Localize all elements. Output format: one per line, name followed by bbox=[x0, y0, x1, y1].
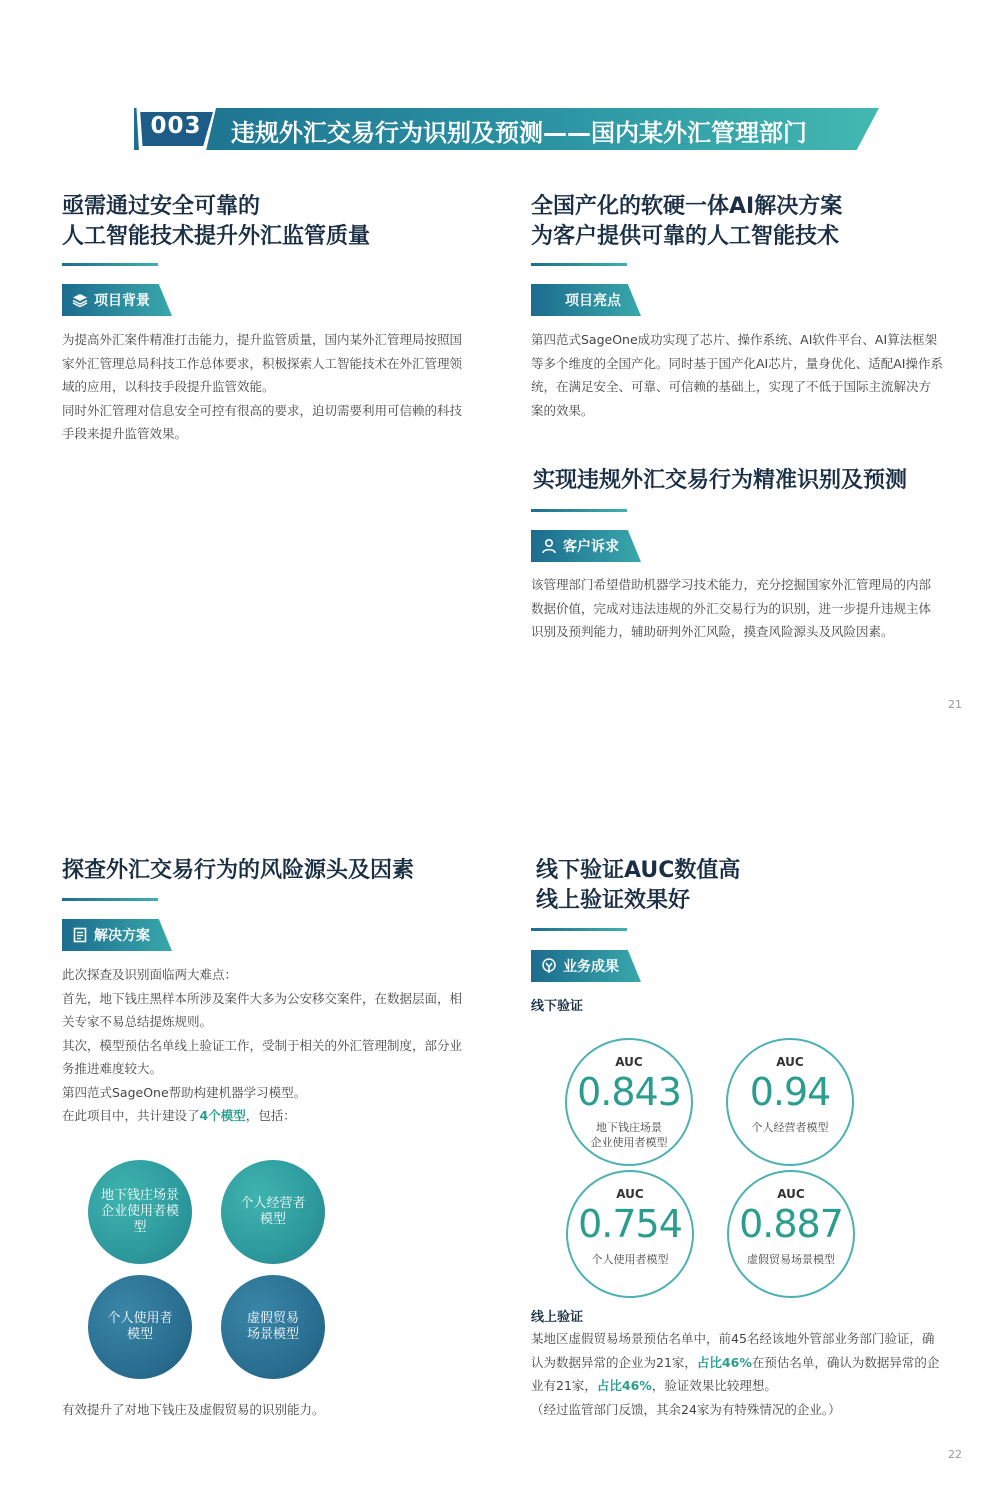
auc-value: 0.843 bbox=[577, 1070, 681, 1114]
tag-label: 业务成果 bbox=[563, 959, 619, 975]
model-circle: 虚假贸易 场景模型 bbox=[221, 1275, 325, 1379]
heading-line: 全国产化的软硬一体AI解决方案 bbox=[531, 194, 843, 219]
tag-label: 解决方案 bbox=[94, 928, 150, 944]
tag-solution bbox=[62, 919, 172, 951]
auc-label: AUC bbox=[777, 1187, 805, 1201]
heading-underline bbox=[62, 898, 158, 901]
section-banner bbox=[134, 108, 879, 150]
model-circle: 个人经营者 模型 bbox=[221, 1160, 325, 1264]
tag-project-highlights bbox=[531, 284, 641, 316]
heading-line: 线上验证效果好 bbox=[536, 888, 691, 913]
heading-line: 为客户提供可靠的人工智能技术 bbox=[531, 224, 840, 249]
auc-model-name: 个人经营者模型 bbox=[751, 1121, 829, 1134]
paragraph-text: 同时外汇管理对信息安全可控有很高的要求，迫切需要利用可信赖的科技手段来提升监管效果。 bbox=[62, 402, 463, 441]
paragraph-text: 在此项目中，共计建设了4个模型，包括： bbox=[62, 1108, 296, 1123]
heading-line: 人工智能技术提升外汇监管质量 bbox=[62, 224, 371, 249]
paragraph-text: 第四范式SageOne成功实现了芯片、操作系统、AI软件平台、AI算法框架等多个维度的全国产化。同时基于国产化AI芯片，量身优化、适配AI操作系统，在满足安全、可靠、可信赖的基础上，实现了不低于国际主流解决方案的效果。 bbox=[531, 332, 943, 418]
top-left-heading bbox=[62, 192, 370, 252]
heading-underline bbox=[531, 509, 627, 512]
auc-circle bbox=[566, 1170, 694, 1298]
layers-icon bbox=[72, 292, 88, 308]
model-circle: 地下钱庄场景 企业使用者模型 bbox=[88, 1160, 192, 1264]
auc-circle bbox=[727, 1170, 855, 1298]
banner-title: 违规外汇交易行为识别及预测——国内某外汇管理部门 bbox=[231, 119, 807, 147]
paragraph-note: （经过监管部门反馈，其余24家为有特殊情况的企业。） bbox=[531, 1401, 841, 1417]
tag-label: 项目亮点 bbox=[565, 293, 621, 309]
heading-line: 亟需通过安全可靠的 bbox=[62, 194, 261, 219]
online-validation-paragraph bbox=[531, 1327, 943, 1421]
auc-value: 0.94 bbox=[749, 1070, 831, 1114]
paragraph-text: 此次探查及识别面临两大难点： bbox=[62, 967, 238, 982]
auc-model-name: 地下钱庄场景 企业使用者模型 bbox=[590, 1121, 668, 1149]
tag-label: 项目背景 bbox=[94, 293, 150, 309]
mid-right-heading: 实现违规外汇交易行为精准识别及预测 bbox=[533, 468, 908, 493]
models-count-highlight: 4个模型 bbox=[199, 1108, 246, 1123]
paragraph-text: 为提高外汇案件精准打击能力，提升监管质量，国内某外汇管理局按照国家外汇管理总局科技工作总体要求，积极探索人工智能技术在外汇管理领域的应用，以科技手段提升监管效能。 bbox=[62, 332, 463, 394]
solution-paragraph bbox=[62, 963, 474, 1128]
offline-validation-title: 线下验证 bbox=[531, 999, 584, 1014]
heading-underline bbox=[62, 263, 158, 266]
paragraph-text: 第四范式SageOne帮助构建机器学习模型。 bbox=[62, 1084, 307, 1100]
paragraph-text: 其次，模型预估名单线上验证工作，受制于相关的外汇管理制度，部分业务推进难度较大。 bbox=[62, 1037, 463, 1076]
model-circle: 个人使用者 模型 bbox=[88, 1275, 192, 1379]
needs-paragraph bbox=[531, 573, 943, 644]
paragraph-text: 某地区虚假贸易场景预估名单中，前45名经该地外管部业务部门验证，确认为数据异常的企业为21家，占比46%在预估名单，确认为数据异常的企业有21家，占比46%，验证效果比较理想。 bbox=[531, 1331, 940, 1393]
heading-line: 线下验证AUC数值高 bbox=[536, 858, 741, 883]
auc-label: AUC bbox=[776, 1055, 804, 1069]
paragraph-text: 首先，地下钱庄黑样本所涉及案件大多为公安移交案件，在数据层面，相关专家不易总结提炼规则。 bbox=[62, 990, 463, 1029]
heading-underline bbox=[531, 928, 627, 931]
paragraph-text: 该管理部门希望借助机器学习技术能力，充分挖掘国家外汇管理局的内部数据价值，完成对违法违规的外汇交易行为的识别，进一步提升违规主体识别及预判能力，辅助研判外汇风险，摸查风险源头及风险因素。 bbox=[531, 577, 932, 639]
banner-number: 003 bbox=[150, 113, 202, 139]
highlights-paragraph bbox=[531, 328, 943, 422]
bottom-left-heading: 探查外汇交易行为的风险源头及因素 bbox=[62, 858, 415, 883]
auc-label: AUC bbox=[616, 1187, 644, 1201]
auc-model-name: 个人使用者模型 bbox=[591, 1253, 669, 1266]
solution-footer: 有效提升了对地下钱庄及虚假贸易的识别能力。 bbox=[62, 1402, 325, 1417]
auc-value: 0.754 bbox=[578, 1202, 682, 1246]
user-icon bbox=[541, 538, 557, 554]
tag-business-results bbox=[531, 950, 641, 982]
percent-highlight: 占比46% bbox=[696, 1354, 752, 1370]
top-right-heading bbox=[531, 192, 842, 252]
percent-highlight: 占比46% bbox=[596, 1378, 652, 1393]
auc-circle bbox=[726, 1038, 854, 1166]
auc-label: AUC bbox=[615, 1055, 643, 1069]
auc-circle bbox=[565, 1038, 693, 1166]
background-paragraph bbox=[62, 328, 474, 446]
tag-customer-needs bbox=[531, 530, 641, 562]
page-number: 22 bbox=[948, 1448, 962, 1461]
auc-value: 0.887 bbox=[739, 1202, 843, 1246]
heading-underline bbox=[531, 263, 627, 266]
page-number: 21 bbox=[948, 698, 962, 711]
tag-label: 客户诉求 bbox=[563, 539, 619, 555]
auc-model-name: 虚假贸易场景模型 bbox=[747, 1253, 835, 1266]
tag-project-background bbox=[62, 284, 172, 316]
bottom-right-heading bbox=[536, 856, 740, 916]
online-validation-title: 线上验证 bbox=[531, 1310, 584, 1325]
trophy-icon bbox=[541, 958, 557, 974]
document-icon bbox=[72, 927, 88, 943]
